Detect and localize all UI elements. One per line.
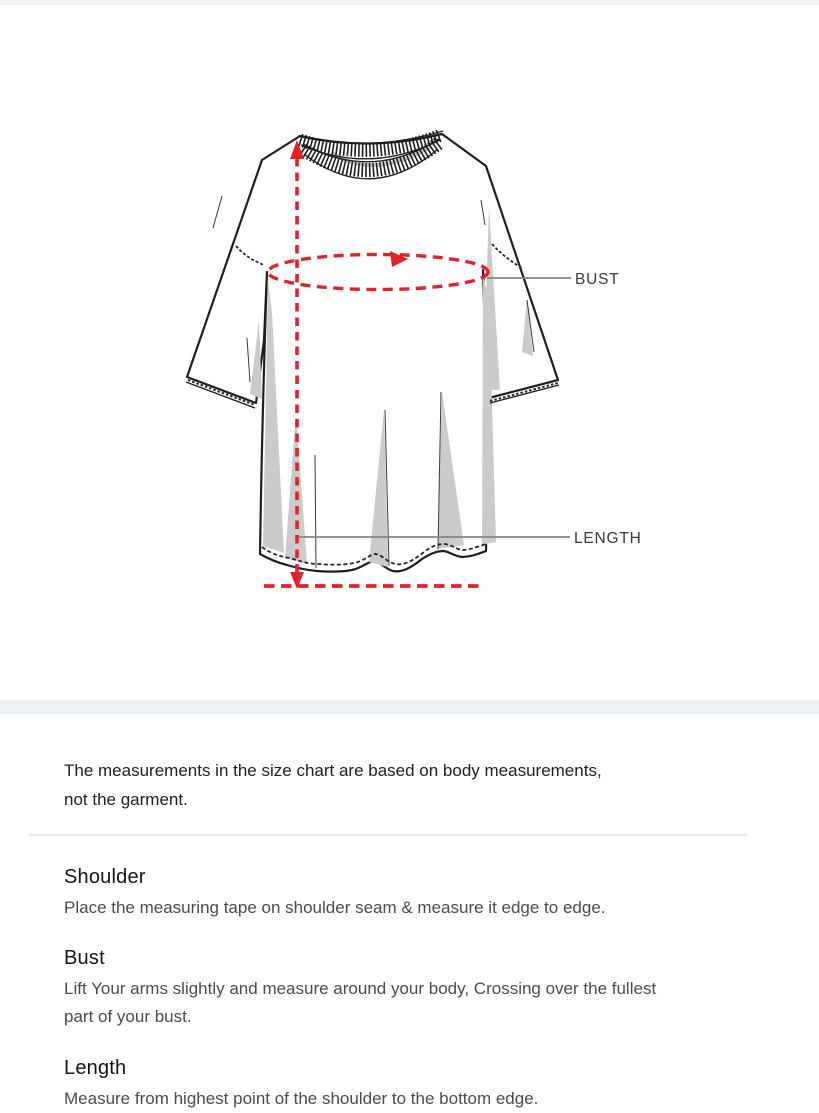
length-heading: Length xyxy=(64,1057,127,1079)
note-line-2: not the garment. xyxy=(64,790,188,809)
bust-description-line-1: Lift Your arms slightly and measure around your body, Crossing over the fullest xyxy=(64,979,657,998)
divider-line xyxy=(29,834,747,836)
bust-label: BUST xyxy=(575,271,620,288)
section-length xyxy=(64,1056,764,1113)
section-separator-band xyxy=(0,700,819,714)
measurement-note xyxy=(64,756,764,814)
shoulder-description: Place the measuring tape on shoulder seam & measure it edge to edge. xyxy=(64,898,606,917)
bust-heading: Bust xyxy=(64,947,105,969)
section-shoulder xyxy=(64,865,764,922)
bust-description-line-2: part of your bust. xyxy=(64,1007,192,1026)
shoulder-heading: Shoulder xyxy=(64,866,146,888)
note-line-1: The measurements in the size chart are based on body measurements, xyxy=(64,761,602,780)
length-description: Measure from highest point of the shoulder to the bottom edge. xyxy=(64,1089,539,1108)
length-label: LENGTH xyxy=(574,530,642,547)
section-bust xyxy=(64,946,764,1031)
tshirt-outline xyxy=(187,134,558,572)
